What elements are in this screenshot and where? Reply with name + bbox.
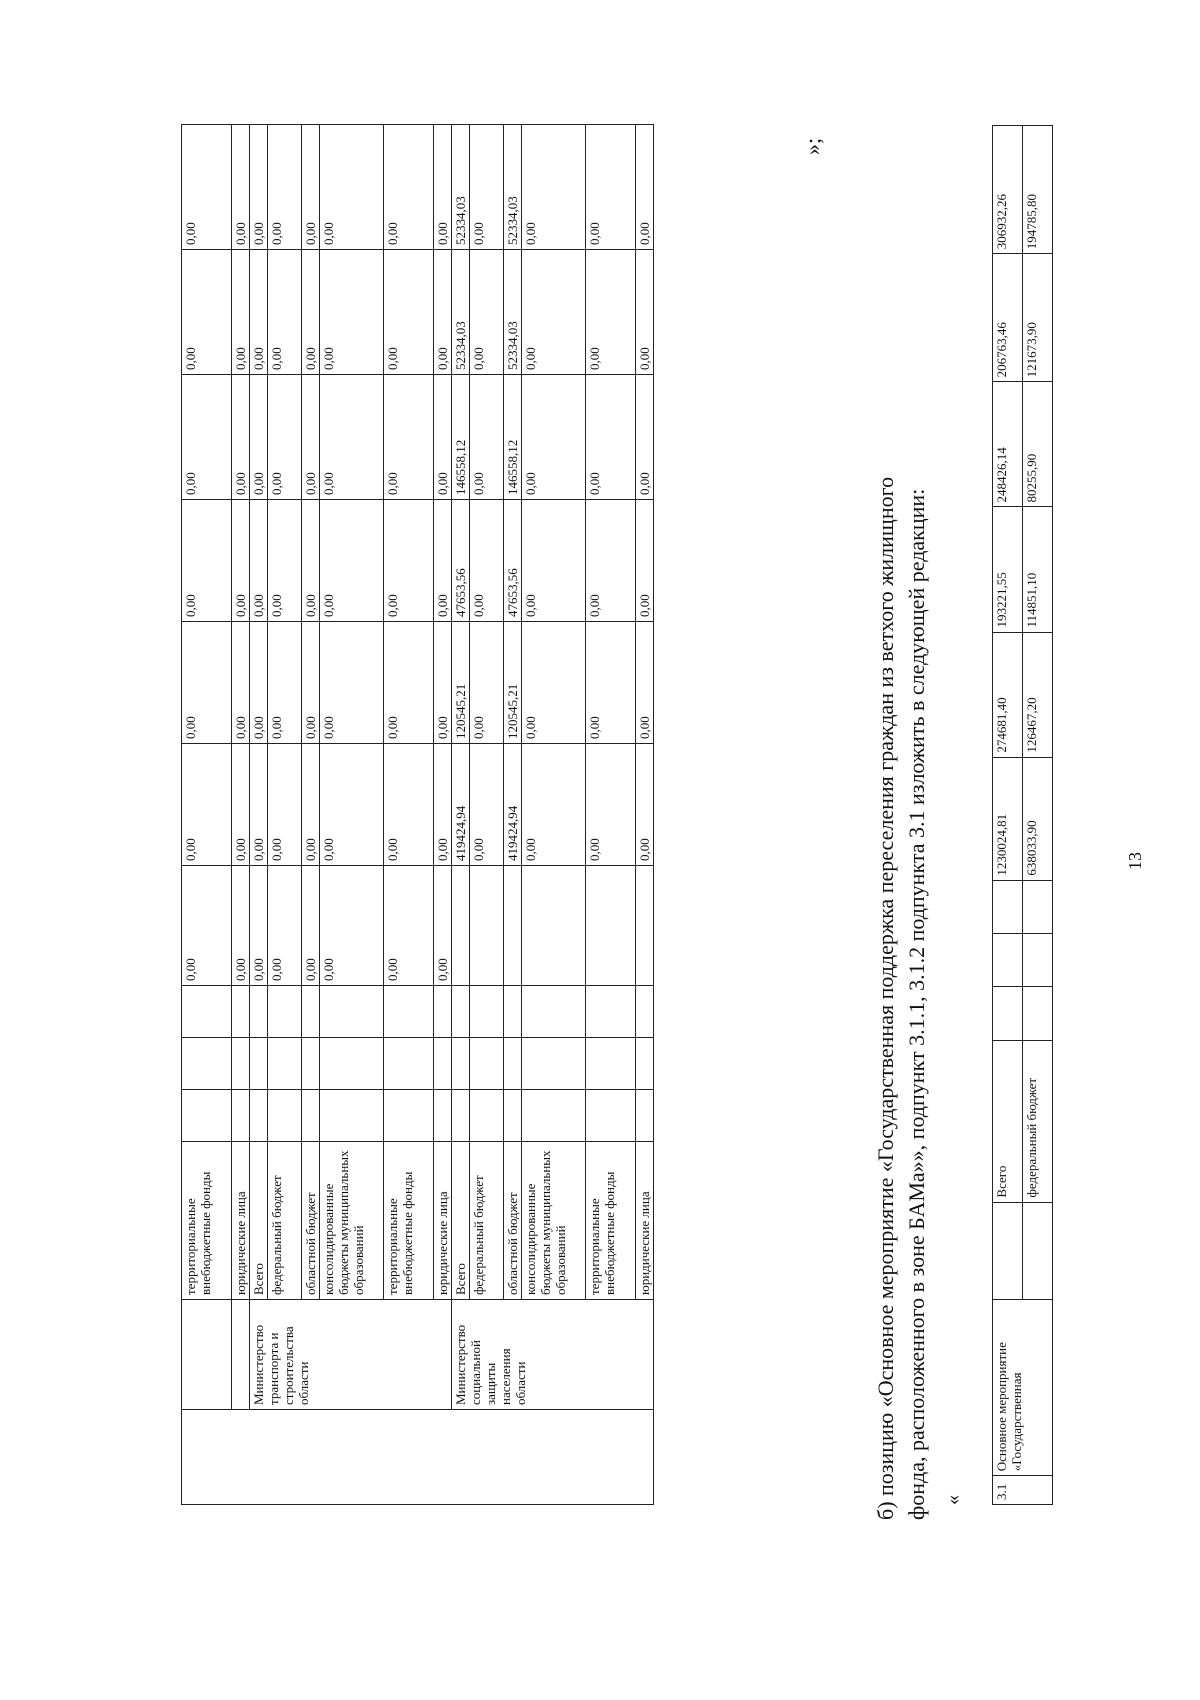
value-cell: 0,00 [268, 866, 302, 986]
blank-cell [586, 986, 636, 1038]
value-cell: 0,00 [250, 250, 268, 375]
page-number: 13 [1125, 852, 1145, 870]
value-cell: 120545,21 [452, 622, 470, 744]
value-cell: 0,00 [470, 500, 504, 622]
source-cell: федеральный бюджет [470, 1142, 504, 1300]
value-cell: 121673,90 [1023, 254, 1053, 382]
value-cell: 0,00 [182, 375, 232, 500]
source-cell: юридические лица [636, 1142, 654, 1300]
blank-cell [470, 866, 504, 986]
table-row [452, 125, 470, 1505]
source-cell: федеральный бюджет [268, 1142, 302, 1300]
blank-cell [470, 1090, 504, 1142]
value-cell: 0,00 [434, 375, 452, 500]
value-cell: 0,00 [232, 622, 250, 744]
value-cell: 0,00 [250, 125, 268, 250]
blank-cell [522, 1038, 586, 1090]
value-cell: 0,00 [636, 622, 654, 744]
blank-cell [636, 986, 654, 1038]
blank-cell [320, 1038, 384, 1090]
blank-cell [993, 933, 1023, 986]
blank-cell [268, 986, 302, 1038]
value-cell: 0,00 [586, 500, 636, 622]
value-cell: 114851,10 [1023, 507, 1053, 632]
value-cell: 419424,94 [504, 744, 522, 866]
blank-cell [586, 1038, 636, 1090]
value-cell: 1230024,81 [993, 757, 1023, 880]
blank-cell [504, 986, 522, 1038]
blank-cell [1023, 1202, 1053, 1299]
ministry-social: Министерство социальной защиты населения области [452, 1300, 654, 1410]
value-cell: 52334,03 [452, 250, 470, 375]
value-cell: 0,00 [434, 744, 452, 866]
blank-cell [504, 866, 522, 986]
value-cell: 0,00 [586, 744, 636, 866]
blank-cell [232, 1300, 250, 1410]
value-cell: 0,00 [470, 375, 504, 500]
blank-cell [268, 1090, 302, 1142]
value-cell: 0,00 [434, 622, 452, 744]
blank-cell [434, 1038, 452, 1090]
source-cell: территориальные внебюджетные фонды [586, 1142, 636, 1300]
table-row [586, 125, 636, 1505]
source-cell: Всего [452, 1142, 470, 1300]
ministry-transport: Министерство транспорта и строительства области [250, 1300, 452, 1410]
source-cell: областной бюджет [504, 1142, 522, 1300]
blank-cell [302, 986, 320, 1038]
item-number: 3.1 [993, 1476, 1053, 1505]
value-cell: 0,00 [320, 866, 384, 986]
blank-cell [586, 866, 636, 986]
blank-cell [384, 1038, 434, 1090]
blank-cell [586, 1090, 636, 1142]
value-cell: 0,00 [522, 500, 586, 622]
value-cell: 0,00 [434, 250, 452, 375]
blank-cell [182, 1300, 232, 1410]
value-cell: 52334,03 [504, 125, 522, 250]
blank-cell [452, 986, 470, 1038]
value-cell: 126467,20 [1023, 632, 1053, 757]
table-row [993, 126, 1023, 1505]
amendment-paragraph [870, 50, 932, 1520]
source-cell: территориальные внебюджетные фонды [384, 1142, 434, 1300]
blank-cell [302, 1038, 320, 1090]
blank-cell [522, 986, 586, 1038]
value-cell: 52334,03 [452, 125, 470, 250]
value-cell: 0,00 [302, 250, 320, 375]
source-cell: Всего [250, 1142, 268, 1300]
value-cell: 0,00 [232, 500, 250, 622]
source-cell: юридические лица [434, 1142, 452, 1300]
blank-cell [504, 1090, 522, 1142]
value-cell: 0,00 [636, 250, 654, 375]
paragraph-line-1: б) позицию «Основное мероприятие «Государственная поддержка переселения граждан из ветхого жилищного [873, 476, 898, 1520]
blank-cell [1023, 933, 1053, 986]
blank-cell [250, 986, 268, 1038]
value-cell: 206763,46 [993, 254, 1023, 382]
value-cell: 52334,03 [504, 250, 522, 375]
blank-cell [452, 1038, 470, 1090]
blank-cell [250, 1090, 268, 1142]
value-cell: 0,00 [302, 744, 320, 866]
value-cell: 0,00 [182, 744, 232, 866]
value-cell: 0,00 [636, 744, 654, 866]
value-cell: 0,00 [268, 500, 302, 622]
blank-cell [302, 1090, 320, 1142]
value-cell: 146558,12 [452, 375, 470, 500]
value-cell: 0,00 [268, 375, 302, 500]
value-cell: 0,00 [470, 250, 504, 375]
blank-cell [384, 1090, 434, 1142]
value-cell: 0,00 [250, 622, 268, 744]
value-cell: 0,00 [182, 866, 232, 986]
value-cell: 0,00 [384, 866, 434, 986]
value-cell: 0,00 [470, 622, 504, 744]
blank-cell [182, 1038, 232, 1090]
value-cell: 0,00 [302, 866, 320, 986]
value-cell: 0,00 [302, 125, 320, 250]
value-cell: 0,00 [320, 500, 384, 622]
source-cell: консолидированные бюджеты муниципальных образований [320, 1142, 384, 1300]
value-cell: 0,00 [384, 744, 434, 866]
value-cell: 0,00 [384, 500, 434, 622]
table-row [182, 125, 232, 1505]
value-cell: 0,00 [268, 250, 302, 375]
value-cell: 47653,56 [504, 500, 522, 622]
blank-cell [434, 1090, 452, 1142]
blank-cell [250, 1038, 268, 1090]
value-cell: 638033,90 [1023, 757, 1053, 880]
value-cell: 0,00 [384, 125, 434, 250]
closing-quote: »; [800, 137, 825, 155]
value-cell: 0,00 [320, 744, 384, 866]
value-cell: 194785,80 [1023, 126, 1053, 254]
blank-cell [1023, 987, 1053, 1040]
source-cell: территориальные внебюджетные фонды [182, 1142, 232, 1300]
blank-cell [320, 986, 384, 1038]
blank-cell [182, 1410, 654, 1505]
value-cell: 0,00 [522, 375, 586, 500]
value-cell: 0,00 [320, 250, 384, 375]
blank-cell [182, 1090, 232, 1142]
value-cell: 120545,21 [504, 622, 522, 744]
table-row [434, 125, 452, 1505]
table-row [1023, 126, 1053, 1505]
value-cell: 248426,14 [993, 382, 1023, 507]
blank-cell [384, 986, 434, 1038]
table-row [302, 125, 320, 1505]
value-cell: 0,00 [250, 744, 268, 866]
value-cell: 0,00 [250, 500, 268, 622]
value-cell: 0,00 [232, 866, 250, 986]
blank-cell [232, 986, 250, 1038]
value-cell: 0,00 [302, 500, 320, 622]
value-cell: 0,00 [522, 250, 586, 375]
value-cell: 0,00 [636, 125, 654, 250]
table-row [636, 125, 654, 1505]
value-cell: 0,00 [320, 375, 384, 500]
value-cell: 0,00 [586, 250, 636, 375]
blank-cell [182, 986, 232, 1038]
value-cell: 193221,55 [993, 507, 1023, 632]
value-cell: 0,00 [182, 500, 232, 622]
source-cell: федеральный бюджет [1023, 1040, 1053, 1202]
blank-cell [232, 1038, 250, 1090]
blank-cell [434, 986, 452, 1038]
blank-cell [636, 866, 654, 986]
value-cell: 419424,94 [452, 744, 470, 866]
value-cell: 0,00 [522, 125, 586, 250]
value-cell: 0,00 [268, 622, 302, 744]
value-cell: 0,00 [250, 375, 268, 500]
opening-quote: « [942, 1495, 964, 1505]
source-cell: юридические лица [232, 1142, 250, 1300]
value-cell: 0,00 [182, 622, 232, 744]
blank-cell [320, 1090, 384, 1142]
value-cell: 274681,40 [993, 632, 1023, 757]
value-cell: 0,00 [636, 500, 654, 622]
blank-cell [452, 866, 470, 986]
blank-cell [470, 986, 504, 1038]
value-cell: 0,00 [320, 125, 384, 250]
value-cell: 0,00 [232, 744, 250, 866]
source-cell: Всего [993, 1040, 1023, 1202]
source-cell: консолидированные бюджеты муниципальных образований [522, 1142, 586, 1300]
value-cell: 0,00 [586, 375, 636, 500]
value-cell: 0,00 [320, 622, 384, 744]
blank-cell [1023, 880, 1053, 933]
blank-cell [993, 880, 1023, 933]
value-cell: 0,00 [268, 744, 302, 866]
value-cell: 0,00 [434, 500, 452, 622]
blank-cell [522, 1090, 586, 1142]
table-row [250, 125, 268, 1505]
value-cell: 0,00 [384, 622, 434, 744]
table-row [384, 125, 434, 1505]
value-cell: 0,00 [182, 250, 232, 375]
value-cell: 0,00 [586, 622, 636, 744]
final-table [992, 125, 1053, 1505]
item-name: Основное мероприятие «Государственная [993, 1299, 1053, 1475]
value-cell: 0,00 [470, 125, 504, 250]
value-cell: 0,00 [268, 125, 302, 250]
paragraph-line-2: фонда, расположенного в зоне БАМа»», подпункт 3.1.1, 3.1.2 подпункта 3.1 изложить в следующей редакции: [904, 488, 929, 1520]
value-cell: 0,00 [250, 866, 268, 986]
table-row [522, 125, 586, 1505]
source-cell: областной бюджет [302, 1142, 320, 1300]
value-cell: 0,00 [232, 125, 250, 250]
value-cell: 0,00 [434, 125, 452, 250]
value-cell: 80255,90 [1023, 382, 1053, 507]
blank-cell [522, 866, 586, 986]
value-cell: 47653,56 [452, 500, 470, 622]
table-row [232, 125, 250, 1505]
value-cell: 0,00 [522, 744, 586, 866]
value-cell: 0,00 [232, 250, 250, 375]
value-cell: 0,00 [302, 375, 320, 500]
value-cell: 0,00 [232, 375, 250, 500]
blank-cell [232, 1090, 250, 1142]
value-cell: 0,00 [384, 375, 434, 500]
value-cell: 0,00 [636, 375, 654, 500]
value-cell: 306932,26 [993, 126, 1023, 254]
blank-cell [470, 1038, 504, 1090]
value-cell: 0,00 [522, 622, 586, 744]
table-row [470, 125, 504, 1505]
table-row [268, 125, 302, 1505]
value-cell: 0,00 [470, 744, 504, 866]
value-cell: 0,00 [384, 250, 434, 375]
blank-cell [636, 1090, 654, 1142]
value-cell: 0,00 [302, 622, 320, 744]
blank-cell [504, 1038, 522, 1090]
funding-table [181, 124, 654, 1505]
table-row [320, 125, 384, 1505]
blank-cell [993, 1202, 1023, 1299]
value-cell: 146558,12 [504, 375, 522, 500]
value-cell: 0,00 [434, 866, 452, 986]
blank-cell [993, 987, 1023, 1040]
blank-cell [268, 1038, 302, 1090]
table-row [504, 125, 522, 1505]
blank-cell [452, 1090, 470, 1142]
value-cell: 0,00 [182, 125, 232, 250]
blank-cell [636, 1038, 654, 1090]
value-cell: 0,00 [586, 125, 636, 250]
